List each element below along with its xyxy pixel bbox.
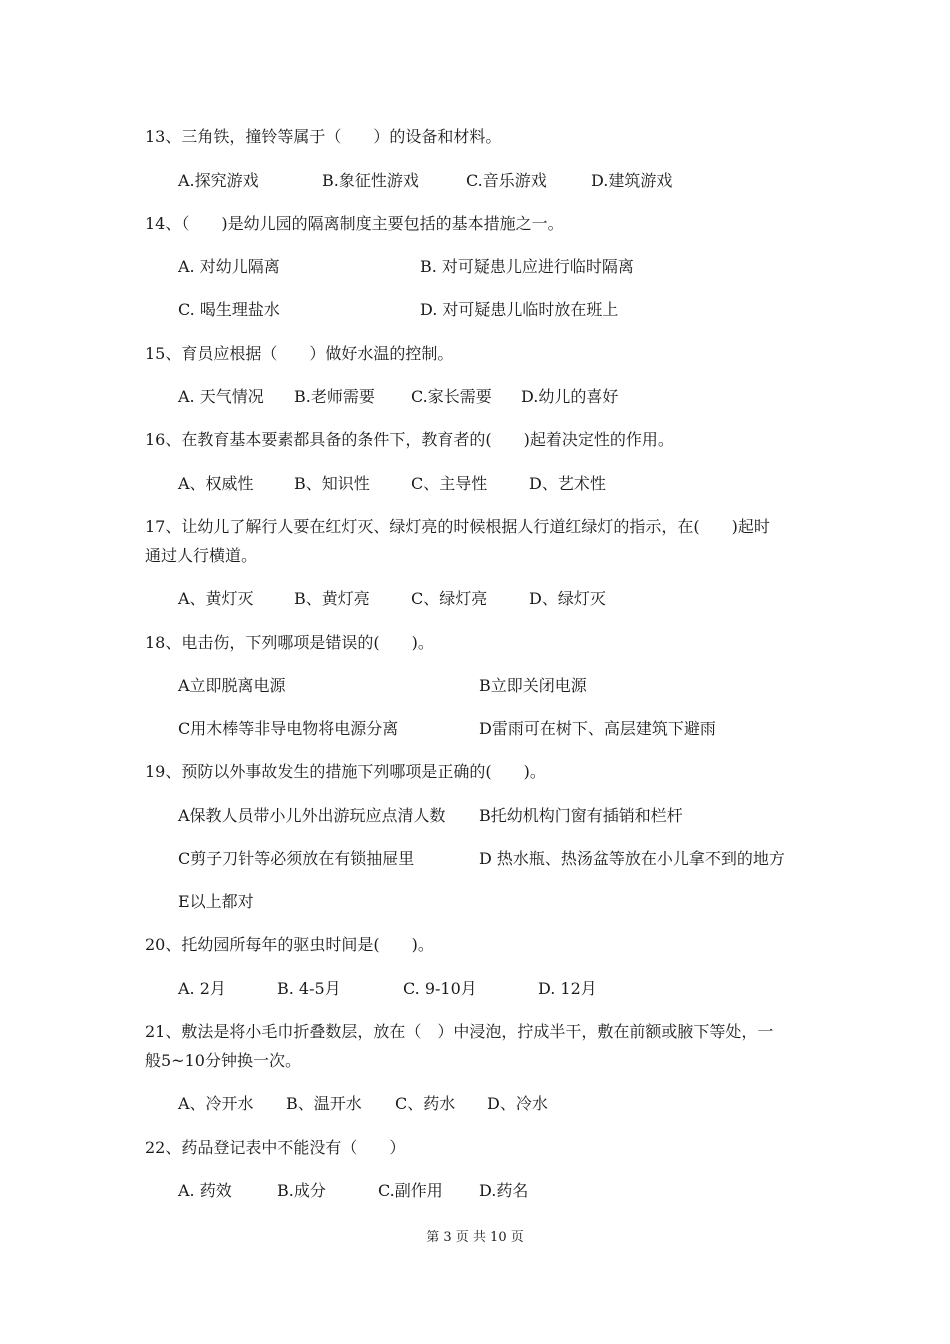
question-19-option-b: B托幼机构门窗有插销和栏杆	[479, 806, 683, 825]
question-18-option-c: C用木棒等非导电物将电源分离	[178, 719, 399, 738]
question-21-option-a: A、冷开水	[178, 1094, 254, 1113]
question-14-option-d: D. 对可疑患儿临时放在班上	[420, 300, 619, 319]
question-20-stem: 20、托幼园所每年的驱虫时间是( )。	[145, 935, 434, 954]
question-22-option-a: A. 药效	[178, 1181, 232, 1200]
question-17-stem-line-1: 17、让幼儿了解行人要在红灯灭、绿灯亮的时候根据人行道红绿灯的指示，在( )起时	[145, 517, 770, 536]
question-18-option-b: B立即关闭电源	[479, 676, 587, 695]
question-16-option-b: B、知识性	[294, 474, 370, 493]
question-19-option-d: D 热水瓶、热汤盆等放在小儿拿不到的地方	[479, 849, 785, 868]
question-18-stem: 18、电击伤，下列哪项是错误的( )。	[145, 633, 434, 652]
question-21-option-c: C、药水	[395, 1094, 456, 1113]
question-19-option-a: A保教人员带小儿外出游玩应点清人数	[178, 806, 446, 825]
question-14-stem: 14、（ )是幼儿园的隔离制度主要包括的基本措施之一。	[145, 214, 564, 233]
question-15-stem: 15、育员应根据（ ）做好水温的控制。	[145, 344, 454, 363]
question-21-stem-line-1: 21、敷法是将小毛巾折叠数层，放在（ ）中浸泡，拧成半干，敷在前额或腋下等处，一	[145, 1022, 774, 1041]
question-22-option-d: D.药名	[479, 1181, 529, 1200]
question-13-option-d: D.建筑游戏	[591, 171, 673, 190]
question-15-option-d: D.幼儿的喜好	[521, 387, 619, 406]
page-footer: 第 3 页 共 10 页	[426, 1230, 524, 1245]
question-19-option-c: C剪子刀针等必须放在有锁抽屉里	[178, 849, 415, 868]
question-16-option-a: A、权威性	[178, 474, 254, 493]
question-21-stem-line-2: 般5~10分钟换一次。	[145, 1051, 301, 1070]
question-15-option-b: B.老师需要	[294, 387, 375, 406]
question-22-option-b: B.成分	[277, 1181, 326, 1200]
question-15-option-a: A. 天气情况	[178, 387, 264, 406]
question-20-option-c: C. 9-10月	[403, 979, 477, 998]
question-17-stem-line-2: 通过人行横道。	[145, 546, 258, 565]
question-13-stem: 13、三角铁，撞铃等属于（ ）的设备和材料。	[145, 127, 502, 146]
question-20-option-b: B. 4-5月	[277, 979, 341, 998]
question-22-option-c: C.副作用	[378, 1181, 443, 1200]
question-13-option-b: B.象征性游戏	[322, 171, 419, 190]
question-18-option-d: D雷雨可在树下、高层建筑下避雨	[479, 719, 716, 738]
question-14-option-a: A. 对幼儿隔离	[178, 257, 280, 276]
question-18-option-a: A立即脱离电源	[178, 676, 286, 695]
question-20-option-d: D. 12月	[538, 979, 597, 998]
question-14-option-b: B. 对可疑患儿应进行临时隔离	[420, 257, 634, 276]
question-21-option-d: D、冷水	[487, 1094, 548, 1113]
question-15-option-c: C.家长需要	[411, 387, 492, 406]
question-17-option-d: D、绿灯灭	[529, 589, 606, 608]
question-22-stem: 22、药品登记表中不能没有（ ）	[145, 1138, 406, 1157]
question-16-option-c: C、主导性	[411, 474, 488, 493]
question-13-option-a: A.探究游戏	[178, 171, 259, 190]
question-21-option-b: B、温开水	[286, 1094, 362, 1113]
question-16-option-d: D、艺术性	[529, 474, 606, 493]
question-17-option-b: B、黄灯亮	[294, 589, 370, 608]
question-17-option-c: C、绿灯亮	[411, 589, 488, 608]
question-13-option-c: C.音乐游戏	[466, 171, 547, 190]
question-16-stem: 16、在教育基本要素都具备的条件下，教育者的( )起着决定性的作用。	[145, 430, 674, 449]
question-17-option-a: A、黄灯灭	[178, 589, 254, 608]
question-20-option-a: A. 2月	[178, 979, 226, 998]
question-19-stem: 19、预防以外事故发生的措施下列哪项是正确的( )。	[145, 762, 546, 781]
question-14-option-c: C. 喝生理盐水	[178, 300, 280, 319]
question-19-option-e: E以上都对	[178, 892, 254, 911]
